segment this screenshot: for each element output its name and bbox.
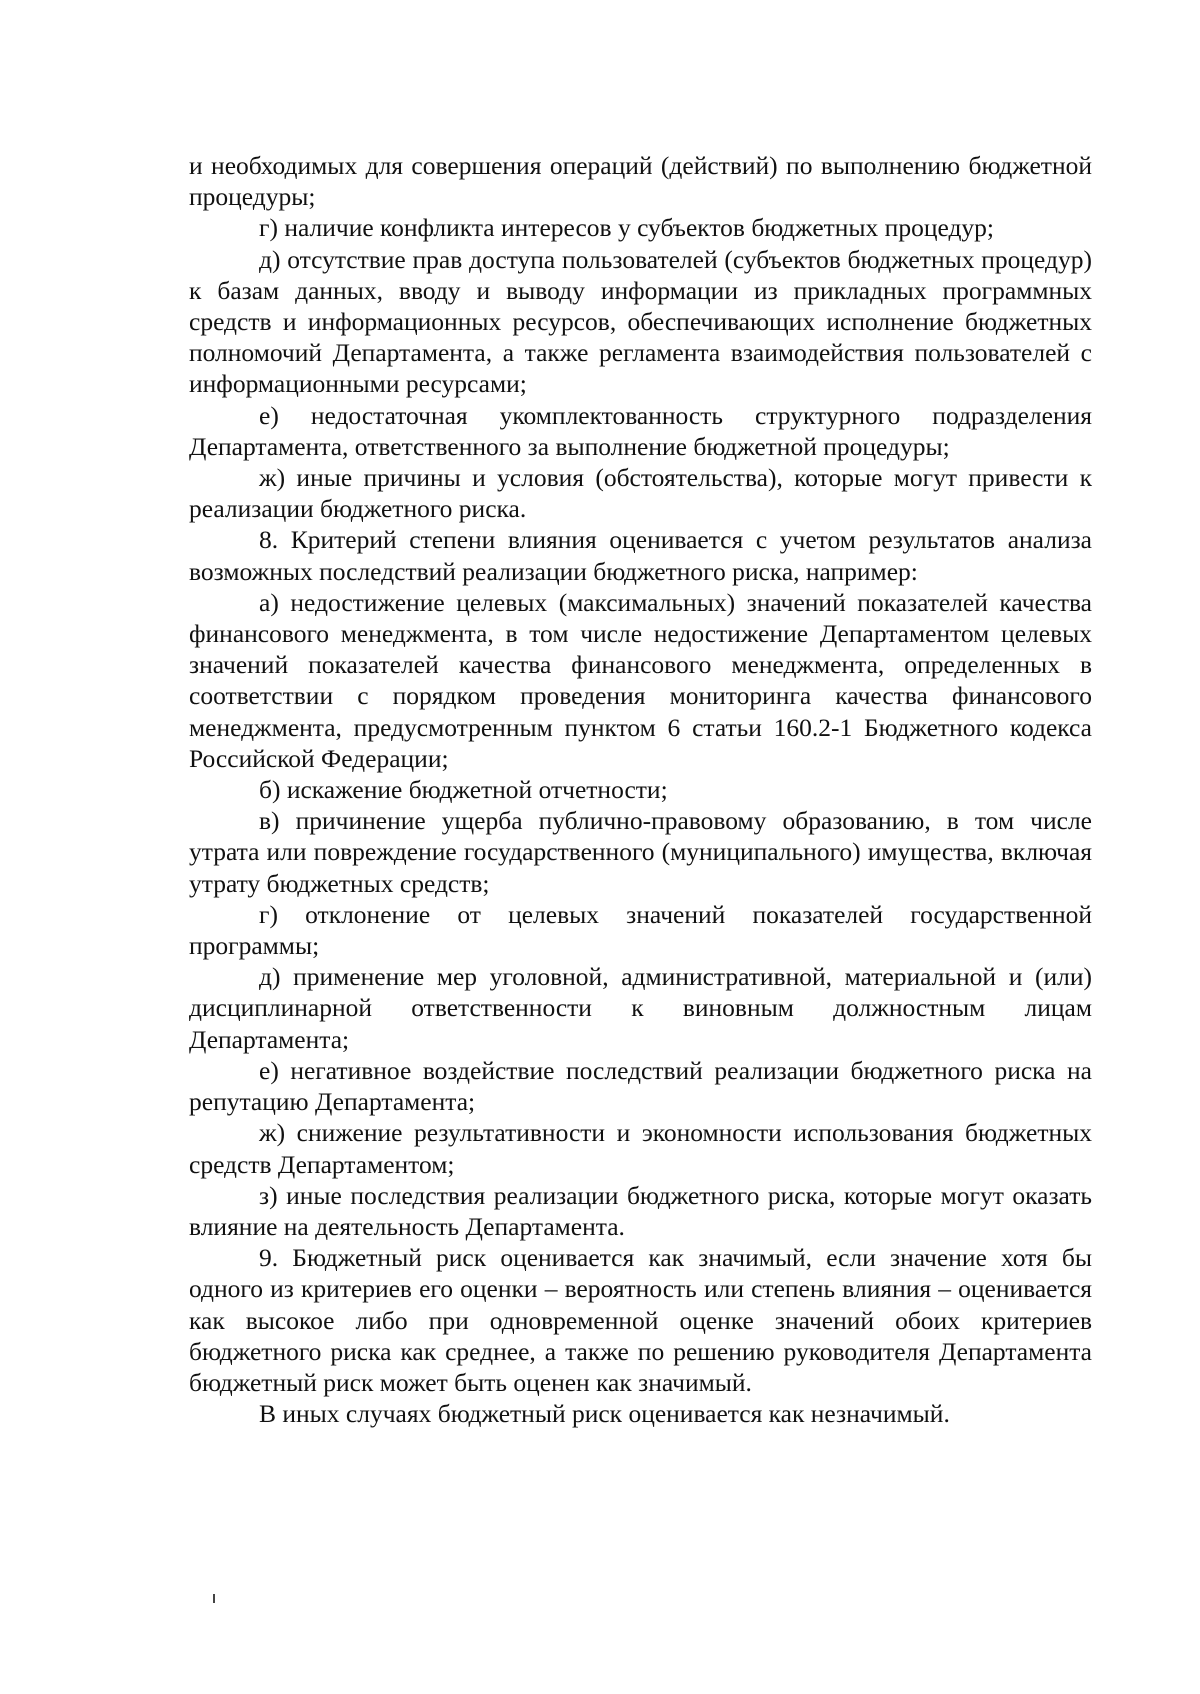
paragraph-continuation: и необходимых для совершения операций (действий) по выполнению бюджетной процедуры; (189, 151, 1092, 212)
paragraph-item-d-2: д) применение мер уголовной, административной, материальной и (или) дисциплинарной ответственности к виновным должностным лицам Департамента; (189, 962, 1092, 1054)
scan-speck (213, 1594, 215, 1603)
paragraph-item-zh: ж) иные причины и условия (обстоятельства), которые могут привести к реализации бюджетного риска. (189, 463, 1092, 524)
paragraph-item-e-2: е) негативное воздействие последствий реализации бюджетного риска на репутацию Департамента; (189, 1055, 1092, 1117)
paragraph-item-g-2: г) отклонение от целевых значений показателей государственной программы; (189, 899, 1092, 961)
paragraph-item-b: б) искажение бюджетной отчетности; (259, 775, 668, 805)
paragraph-item-z: з) иные последствия реализации бюджетного риска, которые могут оказать влияние на деятельность Департамента. (189, 1180, 1092, 1241)
paragraph-item-a: а) недостижение целевых (максимальных) значений показателей качества финансового менеджмента, в том числе недостижение Департаментом целевых значений показателей качества финансового менеджмента, определенных в соответствии с порядком проведения мониторинга качества финансового менеджмента, предусмотренным пунктом 6 статьи 160.2-1 Бюджетного кодекса Российской Федерации; (189, 587, 1092, 773)
paragraph-item-v: в) причинение ущерба публично-правовому образованию, в том числе утрата или повреждение государственного (муниципального) имущества, включая утрату бюджетных средств; (189, 806, 1092, 898)
paragraph-item-zh-2: ж) снижение результативности и экономности использования бюджетных средств Департаментом; (189, 1118, 1092, 1179)
paragraph-item-d: д) отсутствие прав доступа пользователей (субъектов бюджетных процедур) к базам данных, вводу и выводу информации из прикладных программных средств и информационных ресурсов, обеспечивающих исполнение бюджетных полномочий Департамента, а также регламента взаимодействия пользователей с информационными ресурсами; (189, 244, 1092, 399)
paragraph-point-8: 8. Критерий степени влияния оценивается с учетом результатов анализа возможных последствий реализации бюджетного риска, например: (189, 525, 1092, 586)
paragraph-item-g: г) наличие конфликта интересов у субъектов бюджетных процедур; (259, 213, 995, 243)
paragraph-item-e: е) недостаточная укомплектованность структурного подразделения Департамента, ответственного за выполнение бюджетной процедуры; (189, 400, 1092, 461)
paragraph-point-9: 9. Бюджетный риск оценивается как значимый, если значение хотя бы одного из критериев его оценки – вероятность или степень влияния – оценивается как высокое либо при одновременной оценке значений обоих критериев бюджетного риска как среднее, а также по решению руководителя Департамента бюджетный риск может быть оценен как значимый. (189, 1243, 1092, 1397)
document-body (189, 150, 1092, 1429)
paragraph-conclusion: В иных случаях бюджетный риск оценивается как незначимый. (259, 1399, 950, 1429)
